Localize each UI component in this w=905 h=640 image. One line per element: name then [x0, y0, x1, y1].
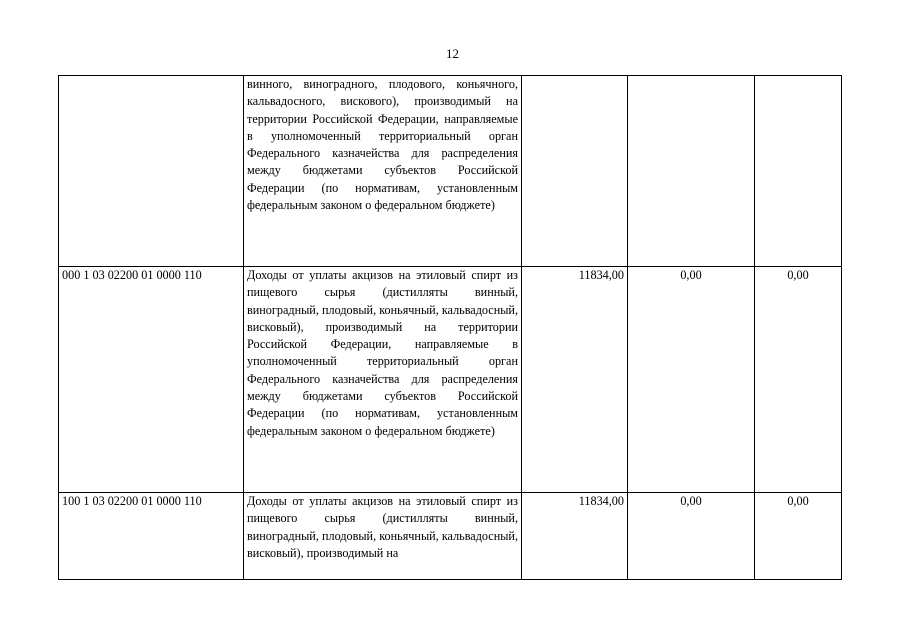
amount-cell-2: 0,00 [628, 267, 755, 493]
revenue-name-text: Доходы от уплаты акцизов на этиловый спирт из пищевого сырья (дистилляты винный, виноградный, плодовый, коньячный, кальвадосный, висковый), производимый на [247, 494, 518, 560]
amount-cell-1 [522, 493, 628, 580]
amount-text-1: 11834,00 [578, 494, 624, 508]
amount-text-2: 0,00 [680, 494, 702, 508]
revenue-name-cell [244, 76, 522, 267]
revenue-name-text: Доходы от уплаты акцизов на этиловый спирт из пищевого сырья (дистилляты винный, виноградный, плодовый, коньячный, кальвадосный, висковый), производимый на территории Российской Федерации, направляемые в уполномоченный территориальный орган Федерального казначейства для распределения между бюджетами субъектов Российской Федерации (по нормативам, установленным федеральным законом о федеральном бюджете) [247, 268, 518, 438]
revenue-name-text: винного, виноградного, плодового, коньячного, кальвадосного, вискового), производимый на территории Российской Федерации, направляемые в уполномоченный территориальный орган Федерального казначейства для распределения между бюджетами субъектов Российской Федерации (по нормативам, установленным федеральным законом о федеральном бюджете) [247, 77, 518, 213]
revenue-name-cell [244, 493, 522, 580]
amount-cell-1: 11834,00 [522, 267, 628, 493]
amount-cell-2 [628, 76, 755, 267]
table-row [59, 493, 842, 580]
budget-revenue-table [58, 75, 842, 580]
amount-cell-2 [628, 493, 755, 580]
amount-cell-3: 0,00 [755, 267, 842, 493]
table-row [59, 76, 842, 267]
revenue-name-cell [244, 267, 522, 493]
amount-cell-1 [522, 76, 628, 267]
budget-code-cell: 000 1 03 02200 01 0000 110 [59, 267, 244, 493]
page-number: 12 [446, 46, 459, 61]
budget-code-cell [59, 493, 244, 580]
amount-cell-3 [755, 76, 842, 267]
budget-code-text: 100 1 03 02200 01 0000 110 [62, 494, 202, 508]
amount-cell-3 [755, 493, 842, 580]
budget-code-cell [59, 76, 244, 267]
amount-text-3: 0,00 [787, 494, 809, 508]
table-row [59, 267, 842, 493]
